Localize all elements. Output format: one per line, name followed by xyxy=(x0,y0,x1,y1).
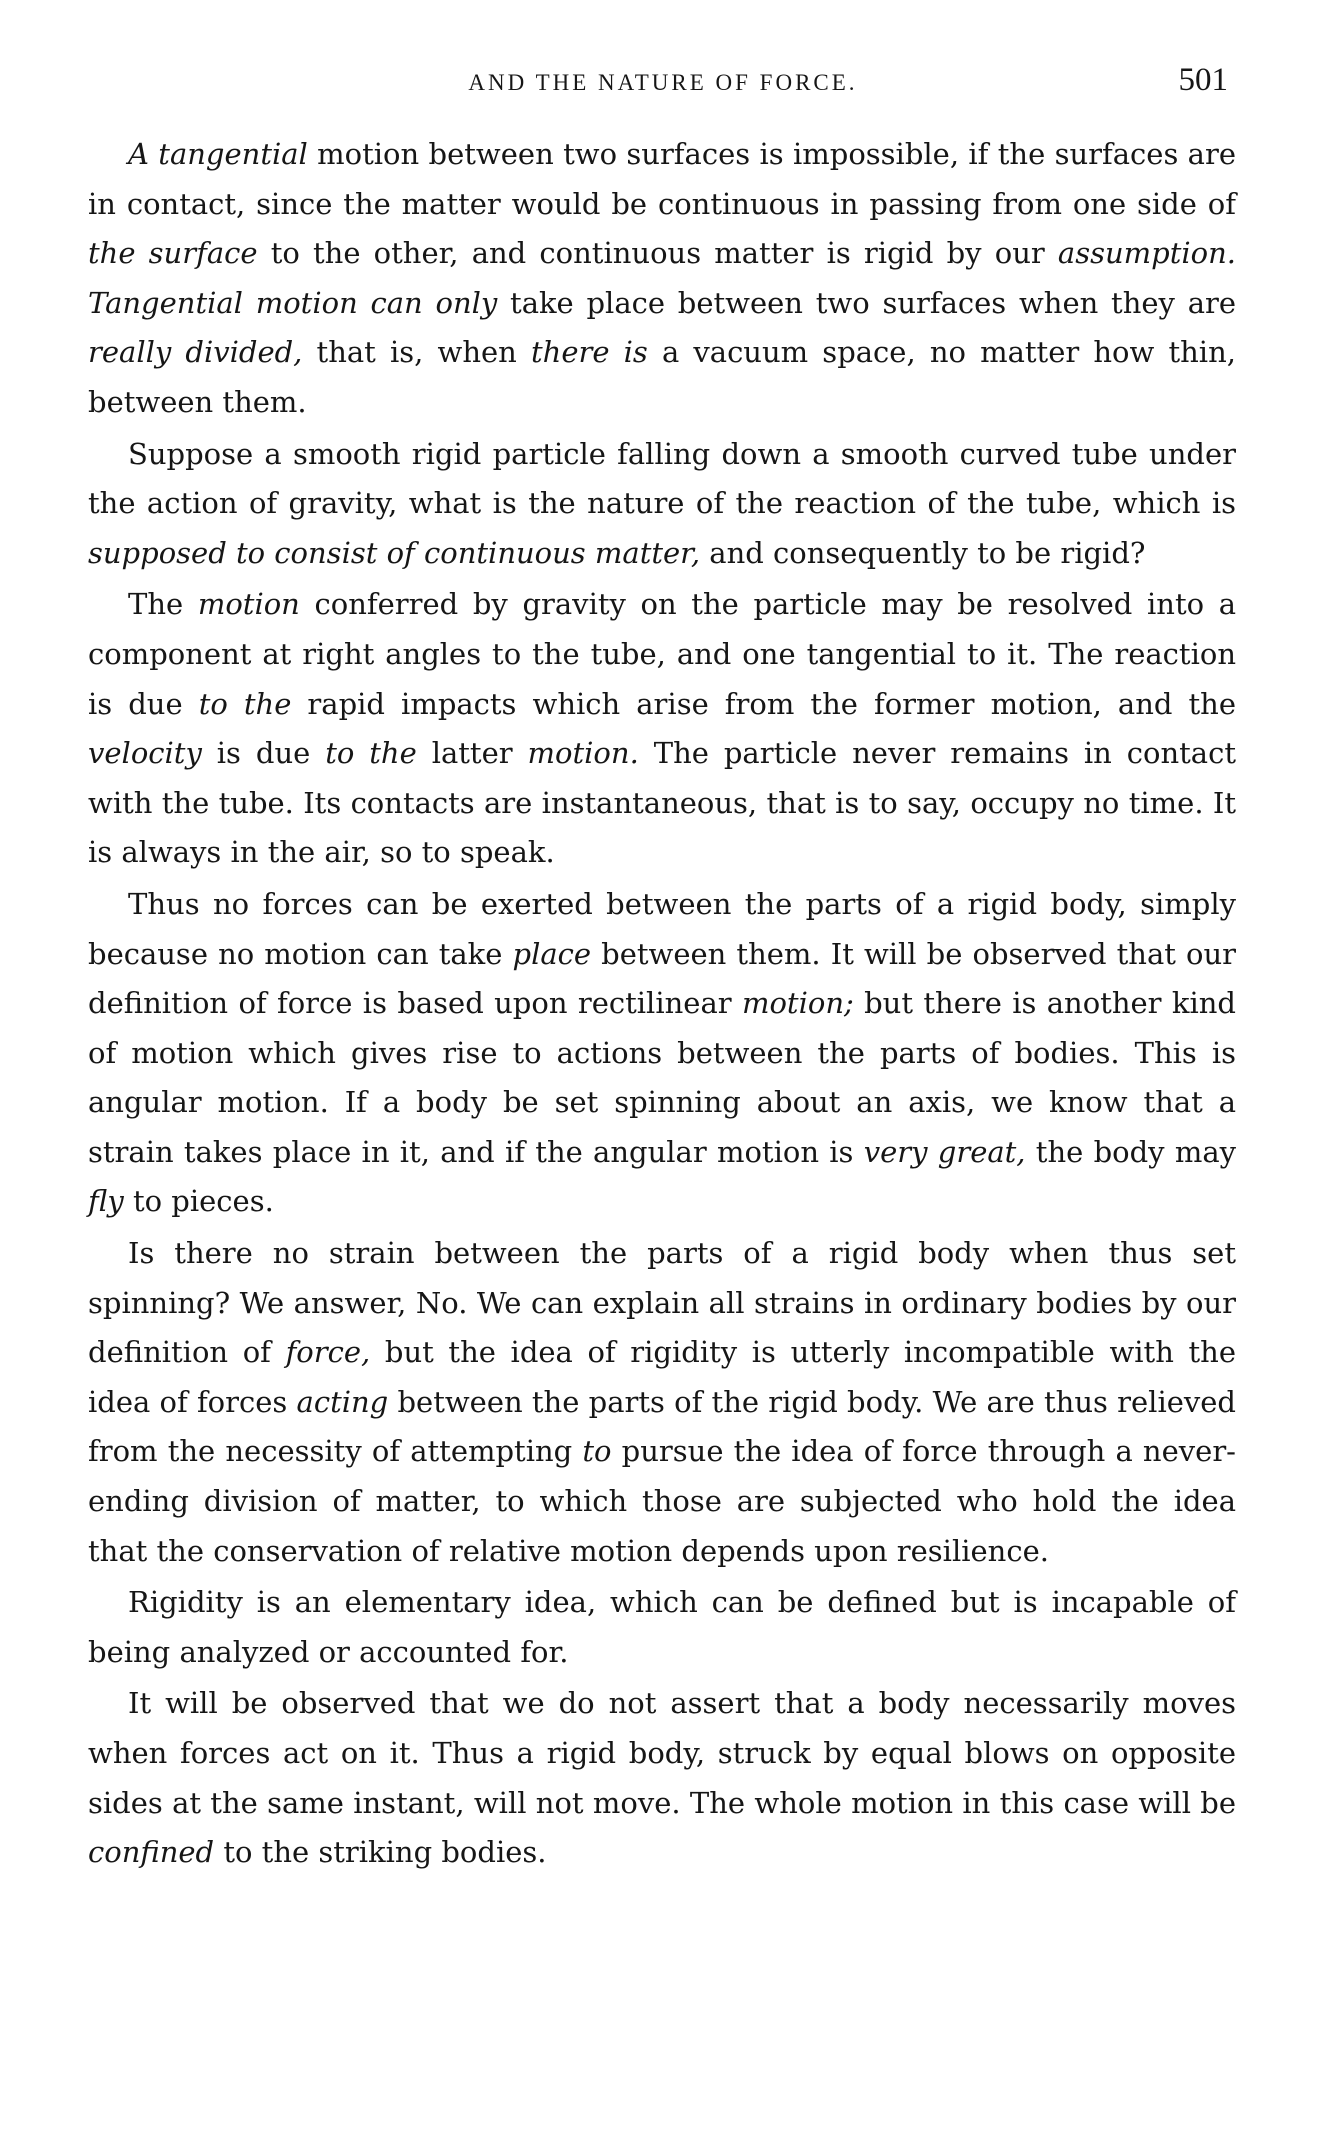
text-run: but the idea of rigidity is utterly incompatible with the idea of forces xyxy=(88,1335,1237,1419)
italic-run: confined xyxy=(88,1835,215,1870)
italic-run: to the xyxy=(325,736,417,771)
text-run: The xyxy=(128,587,198,622)
text-run: Thus no forces can be exerted between the parts of a rigid body, simply because no motion can take xyxy=(88,886,1236,971)
text-run: take place between two surfaces when they are xyxy=(497,285,1237,320)
paragraph xyxy=(88,580,1236,878)
italic-run: really divided, xyxy=(88,335,303,370)
paragraph xyxy=(88,1679,1236,1877)
page-number: 501 xyxy=(1178,62,1228,98)
text-run: Rigidity is an elementary idea, which can be defined but is incapable of being analyzed or accounted for. xyxy=(88,1585,1236,1669)
italic-run: supposed to consist of continuous matter, xyxy=(88,535,701,570)
italic-run: to xyxy=(582,1434,612,1469)
italic-run: to the xyxy=(198,686,292,721)
text-run: rapid impacts which arise from the former motion, and the xyxy=(291,686,1236,721)
paragraph xyxy=(88,880,1236,1227)
italic-run: very great, xyxy=(863,1134,1026,1169)
italic-run: place xyxy=(512,936,592,971)
text-run: between them. It will be observed that our definition of force is based upon rectilinear xyxy=(88,936,1236,1021)
body-text xyxy=(88,130,1236,1880)
paragraph xyxy=(88,1229,1236,1576)
text-run: to the other, and continuous matter is rigid by our xyxy=(257,236,1058,271)
italic-run: assumption. Tangential motion can only xyxy=(88,236,1236,320)
italic-run: the surface xyxy=(88,236,258,271)
paragraph xyxy=(88,130,1236,428)
italic-run: motion xyxy=(197,587,300,622)
text-run: Suppose a smooth rigid particle falling down a smooth curved tube under the action of gravity, what is the nature of the reaction of the tube, which is xyxy=(88,436,1236,521)
text-run: and consequently to be rigid? xyxy=(700,535,1146,570)
running-title: AND THE NATURE OF FORCE. xyxy=(468,70,858,95)
text-run: that is, when xyxy=(302,335,531,370)
paragraph xyxy=(88,430,1236,579)
italic-run: velocity xyxy=(88,736,202,771)
text-run: pursue the idea of force through a never-ending division of matter, to which those are subjected who hold the idea that the conservation of relative motion depends upon resilience. xyxy=(88,1434,1236,1568)
text-run: conferred by gravity on the particle may be resolved into a component at right angles to the tube, and one tangential to it. The reaction is due xyxy=(88,587,1236,721)
italic-run: A tangential xyxy=(128,137,308,171)
paragraph xyxy=(88,1578,1236,1677)
italic-run: fly xyxy=(88,1184,124,1219)
text-run: between the parts of the rigid body. We are thus relieved from the necessity of attempting xyxy=(88,1384,1236,1469)
text-run: but there is another kind of motion which gives rise to actions between the parts of bodies. This is angular motion. If a body be set spinning about an axis, we know that a strain takes place in it, and if the angular motion is xyxy=(88,986,1236,1169)
text-run: latter xyxy=(416,736,528,771)
text-run: motion between two surfaces is impossible, if the surfaces are in contact, since the matter would be continuous in passing from one side of xyxy=(88,137,1236,221)
running-head xyxy=(88,62,1238,108)
text-run: It will be observed that we do not assert that a body necessarily moves when forces act on it. Thus a rigid body, struck by equal blows on opposite sides at the same instant, will not move. The whole motion in this case will be xyxy=(88,1686,1236,1820)
text-run: to the striking bodies. xyxy=(214,1835,547,1870)
italic-run: force, xyxy=(285,1335,371,1370)
italic-run: acting xyxy=(296,1384,389,1419)
text-run: The particle never remains in contact with the tube. Its contacts are instantaneous, that is to say, occupy no time. It is always in the air, so to speak. xyxy=(88,736,1236,870)
text-run: Is there no strain between the parts of a rigid body when thus set spinning? We answer, No. We can explain all strains in ordinary bodies by our definition of xyxy=(88,1236,1236,1370)
italic-run: motion. xyxy=(527,736,639,771)
italic-run: there is xyxy=(530,335,648,370)
text-run: a vacuum space, no matter how thin, between them. xyxy=(88,335,1236,419)
text-run: to pieces. xyxy=(123,1184,274,1219)
text-run: is due xyxy=(201,736,326,771)
italic-run: motion; xyxy=(741,986,854,1021)
text-run: the body may xyxy=(1025,1134,1236,1169)
